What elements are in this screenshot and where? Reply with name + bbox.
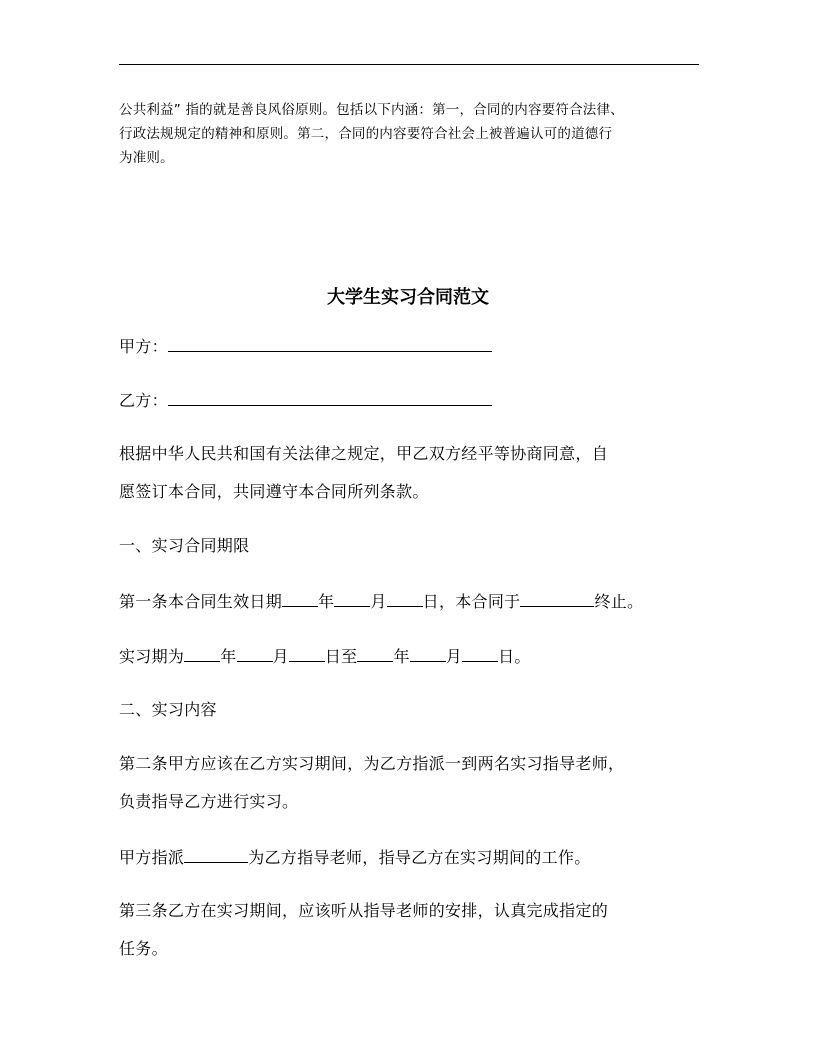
assign-text-2: 为乙方指导老师，指导乙方在实习期间的工作。 bbox=[248, 848, 591, 867]
preamble-line: 根据中华人民共和国有关法律之规定，甲乙双方经平等协商同意，自 bbox=[119, 444, 609, 463]
article-1 bbox=[119, 589, 643, 614]
year-blank bbox=[282, 589, 318, 607]
year-label: 年 bbox=[393, 647, 410, 666]
article-2-line: 负责指导乙方进行实习。 bbox=[119, 792, 299, 811]
year-blank bbox=[184, 644, 220, 662]
section-heading: 二、实习内容 bbox=[119, 700, 217, 719]
year-label: 年 bbox=[220, 647, 237, 666]
party-a-line bbox=[119, 334, 492, 359]
party-a-blank bbox=[168, 334, 492, 352]
day-label: 日。 bbox=[498, 647, 531, 666]
month-blank bbox=[334, 589, 370, 607]
month-label: 月 bbox=[445, 647, 463, 666]
intro-paragraph bbox=[119, 98, 709, 170]
assign-text: 甲方指派 bbox=[119, 848, 185, 867]
header-rule bbox=[119, 64, 699, 65]
preamble-line: 愿签订本合同，共同遵守本合同所列条款。 bbox=[119, 482, 429, 501]
party-b-line bbox=[119, 388, 492, 413]
day-blank bbox=[289, 644, 325, 662]
day-to-label: 日至 bbox=[324, 647, 358, 666]
article-3-line: 第三条乙方在实习期间，应该听从指导老师的安排，认真完成指定的 bbox=[119, 901, 609, 920]
year-label: 年 bbox=[318, 592, 335, 611]
month-label: 月 bbox=[370, 592, 387, 611]
day-blank bbox=[387, 589, 423, 607]
party-a-label: 甲方： bbox=[119, 337, 168, 356]
article-2-line: 第二条甲方应该在乙方实习期间，为乙方指派一到两名实习指导老师， bbox=[119, 754, 625, 773]
assign-line bbox=[119, 845, 591, 870]
intro-line: 为准则。 bbox=[119, 150, 174, 166]
day-blank bbox=[462, 644, 498, 662]
month-label: 月 bbox=[272, 647, 289, 666]
end-label: 终止。 bbox=[594, 592, 644, 611]
end-date-blank bbox=[520, 589, 594, 607]
intro-line: 行政法规规定的精神和原则。第二，合同的内容要符合社会上被普遍认可的道德行 bbox=[119, 126, 613, 142]
document-title: 大学生实习合同范文 bbox=[327, 287, 489, 308]
day-label: 日，本合同于 bbox=[422, 592, 521, 611]
year-blank bbox=[357, 644, 393, 662]
teacher-blank bbox=[184, 845, 248, 863]
internship-period bbox=[119, 644, 531, 669]
intro-line: 公共利益” 指的就是善良风俗原则。包括以下内涵：第一，合同的内容要符合法律、 bbox=[119, 102, 624, 118]
party-b-blank bbox=[168, 388, 492, 406]
article-3-line: 任务。 bbox=[119, 939, 168, 958]
month-blank bbox=[237, 644, 273, 662]
article-1-text: 第一条本合同生效日期 bbox=[119, 592, 283, 611]
section-heading: 一、实习合同期限 bbox=[119, 536, 250, 555]
party-b-label: 乙方： bbox=[119, 391, 168, 410]
month-blank bbox=[410, 644, 446, 662]
period-text: 实习期为 bbox=[119, 647, 185, 666]
